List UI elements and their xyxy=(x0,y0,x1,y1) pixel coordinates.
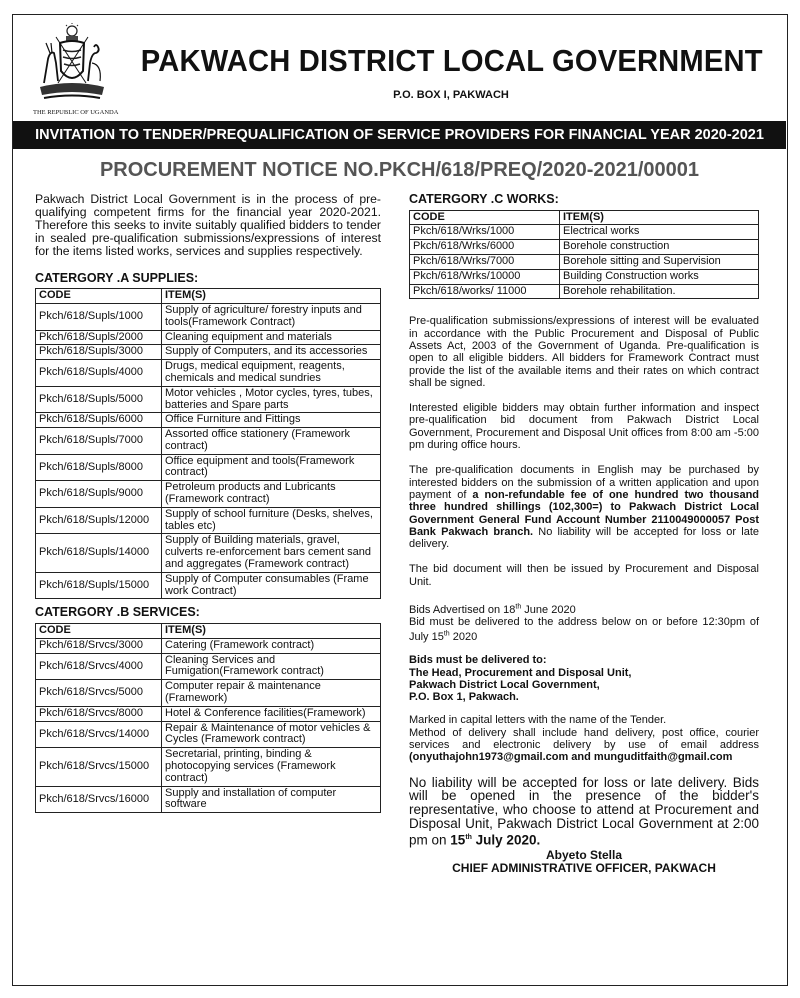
item-cell: Supply of Computer consumables (Frame work Contract) xyxy=(162,572,381,599)
code-cell: Pkch/618/Srvcs/16000 xyxy=(36,786,162,813)
code-cell: Pkch/618/Srvcs/8000 xyxy=(36,706,162,721)
code-cell: Pkch/618/Supls/9000 xyxy=(36,481,162,508)
closing-suffix: th xyxy=(465,833,472,841)
code-cell: Pkch/618/Wrks/10000 xyxy=(410,269,560,284)
item-cell: Supply and installation of computer software xyxy=(162,786,381,813)
purchase-paragraph xyxy=(409,464,759,550)
item-cell: Petroleum products and Lubricants (Framework contract) xyxy=(162,481,381,508)
code-cell: Pkch/618/Supls/2000 xyxy=(36,330,162,345)
services-header-row xyxy=(36,624,381,639)
works-row xyxy=(410,225,759,240)
services-row xyxy=(36,638,381,653)
item-cell: Cleaning equipment and materials xyxy=(162,330,381,345)
item-cell: Office equipment and tools(Framework contract) xyxy=(162,454,381,481)
item-cell: Motor vehicles , Motor cycles, tyres, tubes, batteries and Spare parts xyxy=(162,386,381,413)
code-cell: Pkch/618/works/ 11000 xyxy=(410,284,560,299)
code-cell: Pkch/618/Srvcs/14000 xyxy=(36,721,162,748)
closing-paragraph xyxy=(409,776,759,847)
code-cell: Pkch/618/Srvcs/5000 xyxy=(36,680,162,707)
code-cell: Pkch/618/Supls/14000 xyxy=(36,534,162,572)
crest-caption: THE REPUBLIC OF UGANDA xyxy=(33,109,119,116)
supplies-table xyxy=(35,288,381,599)
purchase-text: The pre-qualification documents in English may be purchased by interested bidders on the submission of a written application and upon payment of xyxy=(409,464,759,501)
works-table xyxy=(409,210,759,300)
supplies-row xyxy=(36,360,381,387)
closing-day: 15 xyxy=(450,832,466,848)
advertised-suffix: th xyxy=(515,603,522,611)
code-column-header: CODE xyxy=(410,210,560,225)
item-cell: Borehole rehabilitation. xyxy=(560,284,759,299)
advertised-date xyxy=(409,604,576,616)
supplies-row xyxy=(36,481,381,508)
supplies-row xyxy=(36,386,381,413)
delivery-address xyxy=(409,654,759,703)
deadline-text: Bid must be delivered to the address below on or before 12:30pm of July 15 xyxy=(409,615,759,643)
code-cell: Pkch/618/Supls/6000 xyxy=(36,413,162,428)
code-column-header: CODE xyxy=(36,624,162,639)
code-cell: Pkch/618/Supls/15000 xyxy=(36,572,162,599)
procurement-notice-number: PROCUREMENT NOTICE NO.PKCH/618/PREQ/2020-2021/00001 xyxy=(99,159,700,181)
closing-month: July 2020. xyxy=(471,832,541,848)
works-rows xyxy=(410,225,759,299)
services-row xyxy=(36,721,381,748)
item-cell: Building Construction works xyxy=(560,269,759,284)
item-cell: Catering (Framework contract) xyxy=(162,638,381,653)
signatory-name: Abyeto Stella xyxy=(545,848,623,863)
advertised-text: Bids Advertised on 18 xyxy=(409,603,516,616)
information-paragraph: Interested eligible bidders may obtain further information and inspect pre-qualification bid document from Pakwach District Local Government, Procurement and Disposal Unit offices from 8:00 am -5:00 pm during office hours. xyxy=(409,402,759,452)
supplies-row xyxy=(36,507,381,534)
postal-address: P.O. BOX I, PAKWACH xyxy=(393,89,509,101)
email-addresses: (onyuthajohn1973@gmail.com and munguditfaith@gmail.com xyxy=(409,751,733,764)
closing-text: No liability will be accepted for loss or late delivery. Bids will be opened in the presence of the bidder's representative, who choose to attend at Procurement and Disposal Unit, Pakwach District Local Government at 2:00 pm on xyxy=(409,774,759,848)
supplies-row xyxy=(36,413,381,428)
address-line-4: P.O. Box 1, Pakwach. xyxy=(409,691,519,704)
item-cell: Borehole construction xyxy=(560,240,759,255)
supplies-row xyxy=(36,454,381,481)
delivery-deadline xyxy=(409,616,759,643)
works-row xyxy=(410,240,759,255)
item-cell: Electrical works xyxy=(560,225,759,240)
supplies-header-row xyxy=(36,289,381,304)
item-cell: Drugs, medical equipment, reagents, chemicals and medical sundries xyxy=(162,360,381,387)
supplies-row xyxy=(36,572,381,599)
address-line-2: The Head, Procurement and Disposal Unit, xyxy=(409,666,632,679)
services-row xyxy=(36,653,381,680)
code-cell: Pkch/618/Wrks/6000 xyxy=(410,240,560,255)
invitation-banner: INVITATION TO TENDER/PREQUALIFICATION OF SERVICE PROVIDERS FOR FINANCIAL YEAR 2020-2021 xyxy=(13,121,786,149)
item-cell: Borehole sitting and Supervision xyxy=(560,254,759,269)
works-row xyxy=(410,284,759,299)
supplies-row xyxy=(36,303,381,330)
supplies-row xyxy=(36,345,381,360)
supplies-row xyxy=(36,428,381,455)
works-row xyxy=(410,254,759,269)
code-cell: Pkch/618/Wrks/1000 xyxy=(410,225,560,240)
works-heading: CATERGORY .C WORKS: xyxy=(409,192,559,206)
code-cell: Pkch/618/Supls/7000 xyxy=(36,428,162,455)
advertised-month: June 2020 xyxy=(521,603,576,616)
item-cell: Supply of Building materials, gravel, culverts re-enforcement bars cement sand and aggregates (Framework contract) xyxy=(162,534,381,572)
signatory-position: CHIEF ADMINISTRATIVE OFFICER, PAKWACH xyxy=(452,861,716,876)
works-row xyxy=(410,269,759,284)
item-cell: Supply of school furniture (Desks, shelves, tables etc) xyxy=(162,507,381,534)
method-text: Method of delivery shall include hand delivery, post office, courier services and electronic delivery by use of email address xyxy=(409,726,759,751)
delivery-method-paragraph xyxy=(409,714,759,763)
services-row xyxy=(36,786,381,813)
uganda-coat-of-arms-icon xyxy=(36,23,108,105)
marked-text: Marked in capital letters with the name of the Tender. xyxy=(409,714,667,727)
code-cell: Pkch/618/Supls/1000 xyxy=(36,303,162,330)
item-cell: Secretarial, printing, binding & photocopying services (Framework contract) xyxy=(162,748,381,786)
item-cell: Cleaning Services and Fumigation(Framework contract) xyxy=(162,653,381,680)
left-column xyxy=(35,193,381,813)
deadline-suffix: th xyxy=(443,630,450,638)
item-cell: Assorted office stationery (Framework contract) xyxy=(162,428,381,455)
item-column-header: ITEM(S) xyxy=(162,289,381,304)
services-row xyxy=(36,680,381,707)
address-line-1: Bids must be delivered to: xyxy=(409,654,547,667)
supplies-heading: CATERGORY .A SUPPLIES: xyxy=(35,270,199,285)
code-cell: Pkch/618/Supls/8000 xyxy=(36,454,162,481)
signature-block xyxy=(409,849,759,875)
intro-paragraph: Pakwach District Local Government is in the process of pre-qualifying competent firms for the financial year 2020-2021. Therefore this seeks to invite suitably qualified bidders to tender in sealed pre-qualification submissions/expressions of interest for the items listed works, services and supplies respectively. xyxy=(35,192,381,258)
code-cell: Pkch/618/Supls/4000 xyxy=(36,360,162,387)
page-title: PAKWACH DISTRICT LOCAL GOVERNMENT xyxy=(140,43,763,78)
supplies-row xyxy=(36,534,381,572)
fee-and-account-text: a non-refundable fee of one hundred two thousand three hundred shillings (102,300=) to Pakwach District Local Government General Fund Account Number 2110049000057 Post Bank Pakwach branch. xyxy=(409,488,760,538)
tender-notice-page xyxy=(12,14,788,986)
item-cell: Computer repair & maintenance (Framework) xyxy=(162,680,381,707)
deadline-year: 2020 xyxy=(449,630,478,643)
works-header-row xyxy=(410,210,759,225)
supplies-row xyxy=(36,330,381,345)
item-cell: Repair & Maintenance of motor vehicles & Cycles (Framework contract) xyxy=(162,721,381,748)
item-cell: Supply of agriculture/ forestry inputs and tools(Framework Contract) xyxy=(162,303,381,330)
item-cell: Supply of Computers, and its accessories xyxy=(162,345,381,360)
code-cell: Pkch/618/Srvcs/15000 xyxy=(36,748,162,786)
code-cell: Pkch/618/Wrks/7000 xyxy=(410,254,560,269)
services-rows xyxy=(36,638,381,812)
code-cell: Pkch/618/Supls/12000 xyxy=(36,507,162,534)
dates-paragraph xyxy=(409,601,759,643)
item-cell: Office Furniture and Fittings xyxy=(162,413,381,428)
services-heading: CATERGORY .B SERVICES: xyxy=(35,605,200,620)
services-row xyxy=(36,706,381,721)
coat-of-arms xyxy=(33,23,119,127)
address-line-3: Pakwach District Local Government, xyxy=(409,678,600,691)
supplies-rows xyxy=(36,303,381,599)
item-column-header: ITEM(S) xyxy=(560,210,759,225)
liability-text: No liability will be accepted for loss or late delivery. xyxy=(409,525,759,551)
code-cell: Pkch/618/Supls/5000 xyxy=(36,386,162,413)
code-cell: Pkch/618/Supls/3000 xyxy=(36,345,162,360)
item-cell: Hotel & Conference facilities(Framework) xyxy=(162,706,381,721)
services-row xyxy=(36,748,381,786)
prequalification-paragraph: Pre-qualification submissions/expressions of interest will be evaluated in accordance with the Public Procurement and Disposal of Public Assets Act, 2003 of the Government of Uganda. Pre-qualification is open to all eligible bidders. All bidders for Framework Contract must provide the list of the available items and their rates on which contract shall be signed. xyxy=(409,315,759,389)
services-table xyxy=(35,623,381,813)
item-column-header: ITEM(S) xyxy=(162,624,381,639)
right-column xyxy=(409,193,759,875)
issuance-paragraph: The bid document will then be issued by Procurement and Disposal Unit. xyxy=(409,563,759,588)
code-cell: Pkch/618/Srvcs/4000 xyxy=(36,653,162,680)
code-cell: Pkch/618/Srvcs/3000 xyxy=(36,638,162,653)
code-column-header: CODE xyxy=(36,289,162,304)
